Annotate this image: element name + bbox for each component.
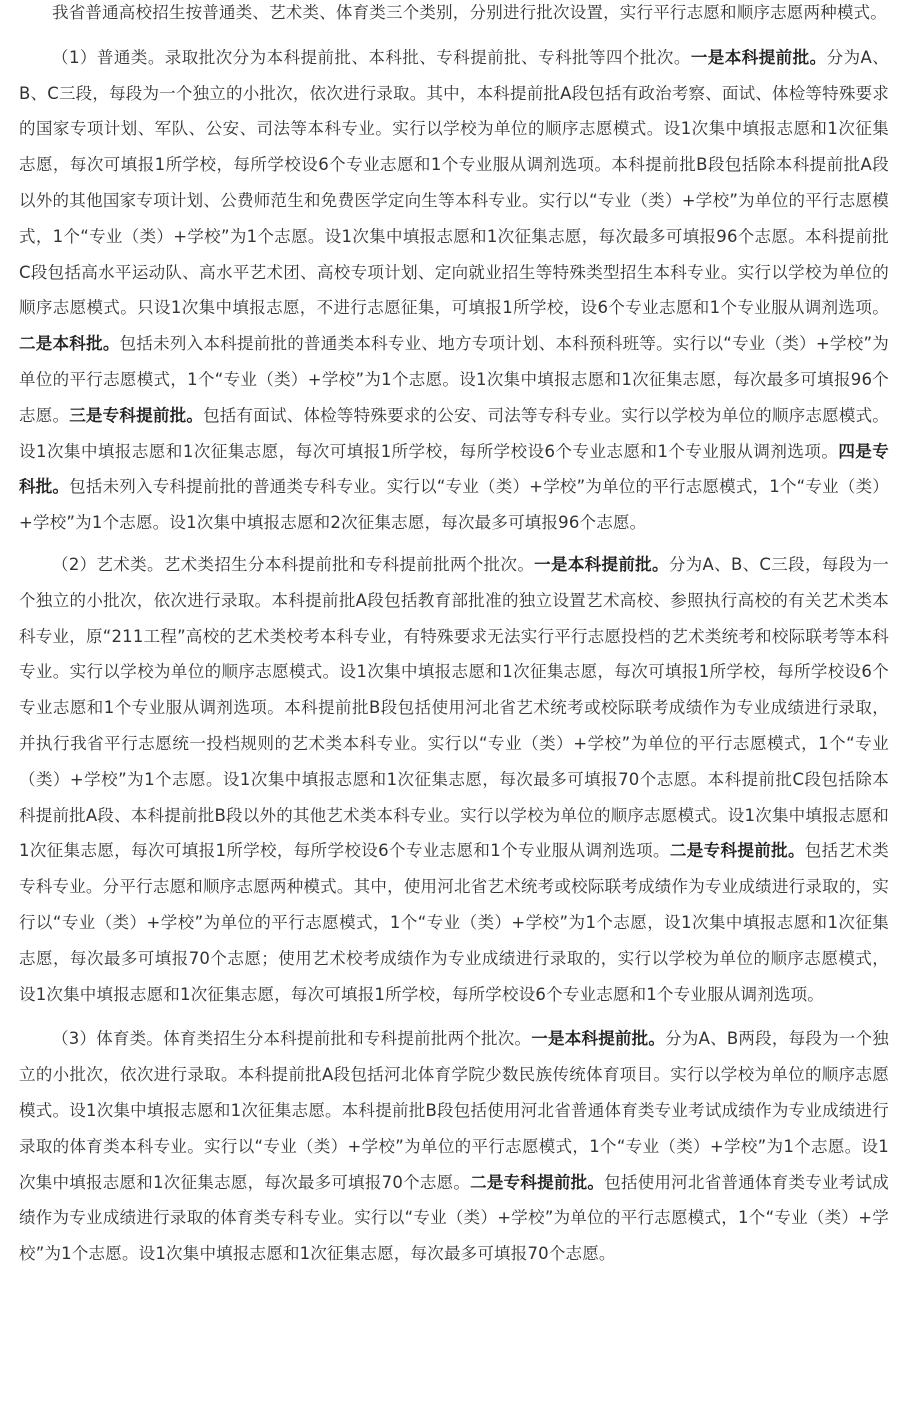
intro-paragraph — [19, 0, 889, 31]
intro-text: 我省普通高校招生按普通类、艺术类、体育类三个类别，分别进行批次设置，实行平行志愿和顺序志愿两种模式。 — [52, 3, 887, 22]
general-category-paragraph — [19, 40, 889, 541]
sports-text-2: 包括使用河北省普通体育类专业考试成绩作为专业成绩进行录取的体育类专科专业。实行以“专业（类）+学校”为单位的平行志愿模式，1个“专业（类）+学校”为1个志愿。设1次集中填报志愿和1次征集志愿，每次最多可填报70个志愿。 — [19, 1172, 889, 1264]
art-text-2: 包括艺术类专科专业。分平行志愿和顺序志愿两种模式。其中，使用河北省艺术统考或校际联考成绩作为专业成绩进行录取的，实行以“专业（类）+学校”为单位的平行志愿模式，1个“专业（类）+学校”为1个志愿，设1次集中填报志愿和1次征集志愿，每次最多可填报70个志愿；使用艺术校考成绩作为专业成绩进行录取的，实行以学校为单位的顺序志愿模式，设1次集中填报志愿和1次征集志愿，每次可填报1所学校，每所学校设6个专业志愿和1个专业服从调剂选项。 — [19, 841, 889, 1004]
art-heading-2: 二是专科提前批。 — [669, 841, 805, 861]
general-heading-2: 二是本科批。 — [19, 334, 120, 354]
sports-heading-1: 一是本科提前批。 — [531, 1029, 666, 1049]
general-text-4: 包括未列入专科提前批的普通类专科专业。实行以“专业（类）+学校”为单位的平行志愿模式，1个“专业（类）+学校”为1个志愿。设1次集中填报志愿和2次征集志愿，每次最多可填报96个志愿。 — [19, 477, 890, 533]
general-text-1: 分为A、B、C三段，每段为一个独立的小批次，依次进行录取。其中，本科提前批A段包括有政治考察、面试、体检等特殊要求的国家专项计划、军队、公安、司法等本科专业。实行以学校为单位的顺序志愿模式。设1次集中填报志愿和1次征集志愿，每次可填报1所学校，每所学校设6个专业志愿和1个专业服从调剂选项。本科提前批B段包括除本科提前批A段以外的其他国家专项计划、公费师范生和免费医学定向生等本科专业。实行以“专业（类）+学校”为单位的平行志愿模式，1个“专业（类）+学校”为1个志愿。设1次集中填报志愿和1次征集志愿，每次最多可填报96个志愿。本科提前批C段包括高水平运动队、高水平艺术团、高校专项计划、定向就业招生等特殊类型招生本科专业。实行以学校为单位的顺序志愿模式。只设1次集中填报志愿，不进行志愿征集，可填报1所学校，设6个专业志愿和1个专业服从调剂选项。 — [19, 47, 889, 318]
general-heading-4: 四是专科批。 — [19, 441, 889, 497]
sports-category-paragraph — [19, 1021, 889, 1272]
sports-text-1: 分为A、B两段，每段为一个独立的小批次，依次进行录取。本科提前批A段包括河北体育学院少数民族传统体育项目。实行以学校为单位的顺序志愿模式。设1次集中填报志愿和1次征集志愿。本科提前批B段包括使用河北省普通体育类专业考试成绩作为专业成绩进行录取的体育类本科专业。实行以“专业（类）+学校”为单位的平行志愿模式，1个“专业（类）+学校”为1个志愿。设1次集中填报志愿和1次征集志愿，每次最多可填报70个志愿。 — [19, 1029, 889, 1192]
general-text-3: 包括有面试、体检等特殊要求的公安、司法等专科专业。实行以学校为单位的顺序志愿模式。设1次集中填报志愿和1次征集志愿，每次可填报1所学校，每所学校设6个专业志愿和1个专业服从调剂选项。 — [19, 405, 890, 461]
general-heading-3: 三是专科提前批。 — [69, 405, 204, 425]
art-text-1: 分为A、B、C三段，每段为一个独立的小批次，依次进行录取。本科提前批A段包括教育部批准的独立设置艺术高校、参照执行高校的有关艺术类本科专业，原“211工程”高校的艺术类校考本科专业，有特殊要求无法实行平行志愿投档的艺术类统考和校际联考等本科专业。实行以学校为单位的顺序志愿模式。设1次集中填报志愿和1次征集志愿，每次可填报1所学校，每所学校设6个专业志愿和1个专业服从调剂选项。本科提前批B段包括使用河北省艺术统考或校际联考成绩作为专业成绩进行录取，并执行我省平行志愿统一投档规则的艺术类本科专业。实行以“专业（类）+学校”为单位的平行志愿模式，1个“专业（类）+学校”为1个志愿。设1次集中填报志愿和1次征集志愿，每次最多可填报70个志愿。本科提前批C段包括除本科提前批A段、本科提前批B段以外的其他艺术类本科专业。实行以学校为单位的顺序志愿模式。设1次集中填报志愿和1次征集志愿，每次可填报1所学校，每所学校设6个专业志愿和1个专业服从调剂选项。 — [19, 554, 889, 861]
general-heading-1: 一是本科提前批。 — [690, 47, 827, 67]
sports-lead: （3）体育类。体育类招生分本科提前批和专科提前批两个批次。 — [52, 1029, 532, 1049]
general-text-2: 包括未列入本科提前批的普通类本科专业、地方专项计划、本科预科班等。实行以“专业（类）+学校”为单位的平行志愿模式，1个“专业（类）+学校”为1个志愿。设1次集中填报志愿和1次征集志愿，每次最多可填报96个志愿。 — [19, 334, 889, 425]
sports-heading-2: 二是专科提前批。 — [470, 1172, 605, 1192]
general-lead: （1）普通类。录取批次分为本科提前批、本科批、专科提前批、专科批等四个批次。 — [52, 47, 691, 67]
art-heading-1: 一是本科提前批。 — [534, 554, 669, 574]
art-lead: （2）艺术类。艺术类招生分本科提前批和专科提前批两个批次。 — [52, 554, 535, 574]
art-category-paragraph — [19, 547, 889, 1012]
